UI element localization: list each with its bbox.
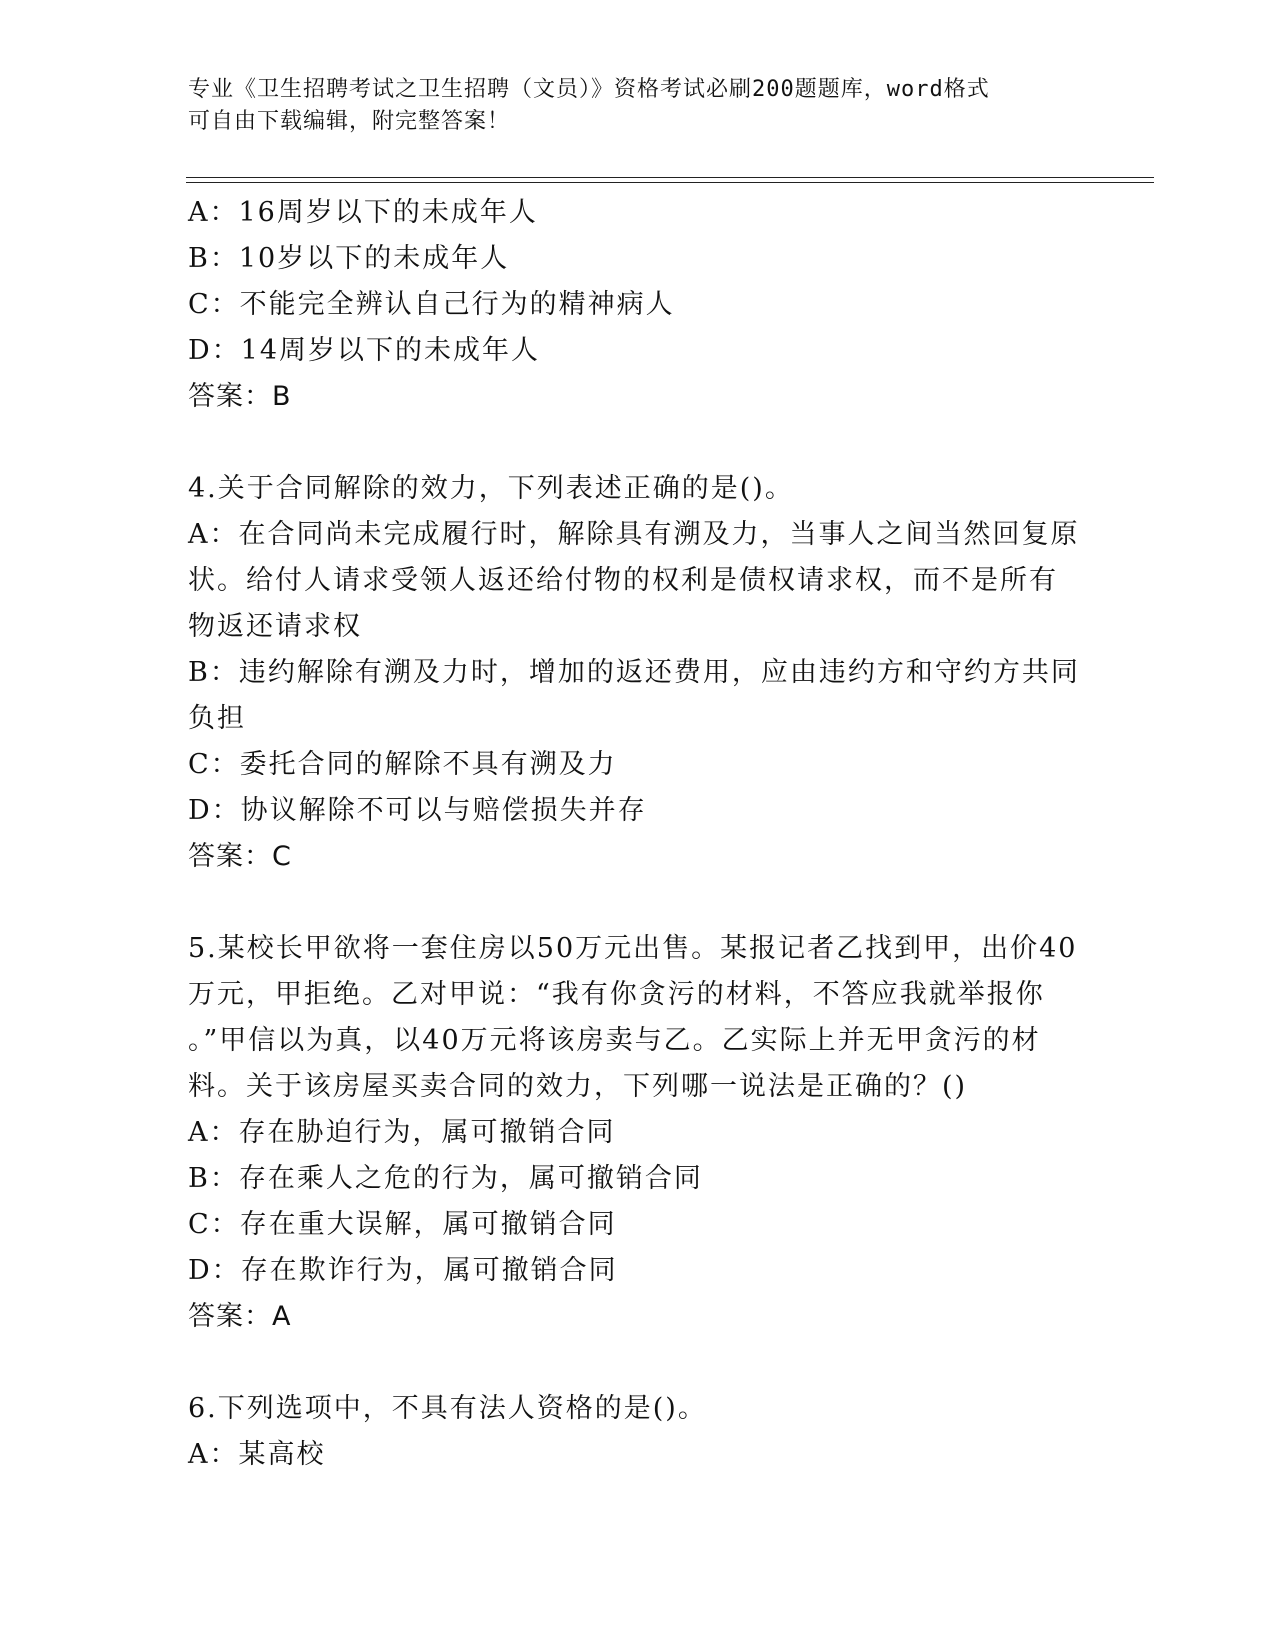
option-a: A：某高校 [188,1439,326,1470]
question-5-line-2: 万元，甲拒绝。乙对甲说：“我有你贪污的材料，不答应我就举报你 [188,979,1045,1010]
question-content [188,190,1088,1478]
header-line-1: 专业《卫生招聘考试之卫生招聘（文员）》资格考试必刷200题题库，word格式 [188,77,990,102]
option-d: D：存在欺诈行为，属可撤销合同 [188,1255,618,1286]
option-d: D：协议解除不可以与赔偿损失并存 [188,795,647,826]
option-b-line-2: 负担 [188,703,246,734]
spacer [188,880,1088,926]
question-3-options [188,190,1088,374]
question-5-text [188,926,1088,1110]
option-a-line-2: 状。给付人请求受领人返还给付物的权利是债权请求权，而不是所有 [188,565,1058,596]
option-a: A：存在胁迫行为，属可撤销合同 [188,1117,616,1148]
option-b [188,650,1088,742]
option-c: C：存在重大误解，属可撤销合同 [188,1209,617,1240]
question-5-line-1: 5.某校长甲欲将一套住房以50万元出售。某报记者乙找到甲，出价40 [188,933,1078,964]
header-line-2: 可自由下载编辑，附完整答案！ [188,109,511,134]
question-4-text: 4.关于合同解除的效力，下列表述正确的是()。 [188,473,794,504]
question-5-line-3: 。”甲信以为真，以40万元将该房卖与乙。乙实际上并无甲贪污的材 [188,1025,1041,1056]
option-d: D：14周岁以下的未成年人 [188,335,541,366]
header-divider-top [186,177,1154,178]
header-divider-bottom [186,182,1154,183]
answer-line: 答案：A [188,1301,292,1332]
answer-line: 答案：C [188,841,292,872]
option-a-line-3: 物返还请求权 [188,611,362,642]
option-b: B：10岁以下的未成年人 [188,243,510,274]
option-a: A：16周岁以下的未成年人 [188,197,538,228]
option-a [188,512,1088,650]
option-c: C：委托合同的解除不具有溯及力 [188,749,617,780]
option-c: C：不能完全辨认自己行为的精神病人 [188,289,675,320]
option-b-line-1: B：违约解除有溯及力时，增加的返还费用，应由违约方和守约方共同 [188,657,1080,688]
option-a-line-1: A：在合同尚未完成履行时，解除具有溯及力，当事人之间当然回复原 [188,519,1080,550]
answer-line: 答案：B [188,381,292,412]
question-6-text: 6.下列选项中，不具有法人资格的是()。 [188,1393,707,1424]
spacer [188,420,1088,466]
document-header [188,74,1088,138]
spacer [188,1340,1088,1386]
option-b: B：存在乘人之危的行为，属可撤销合同 [188,1163,703,1194]
question-5-line-4: 料。关于该房屋买卖合同的效力，下列哪一说法是正确的？() [188,1071,968,1102]
